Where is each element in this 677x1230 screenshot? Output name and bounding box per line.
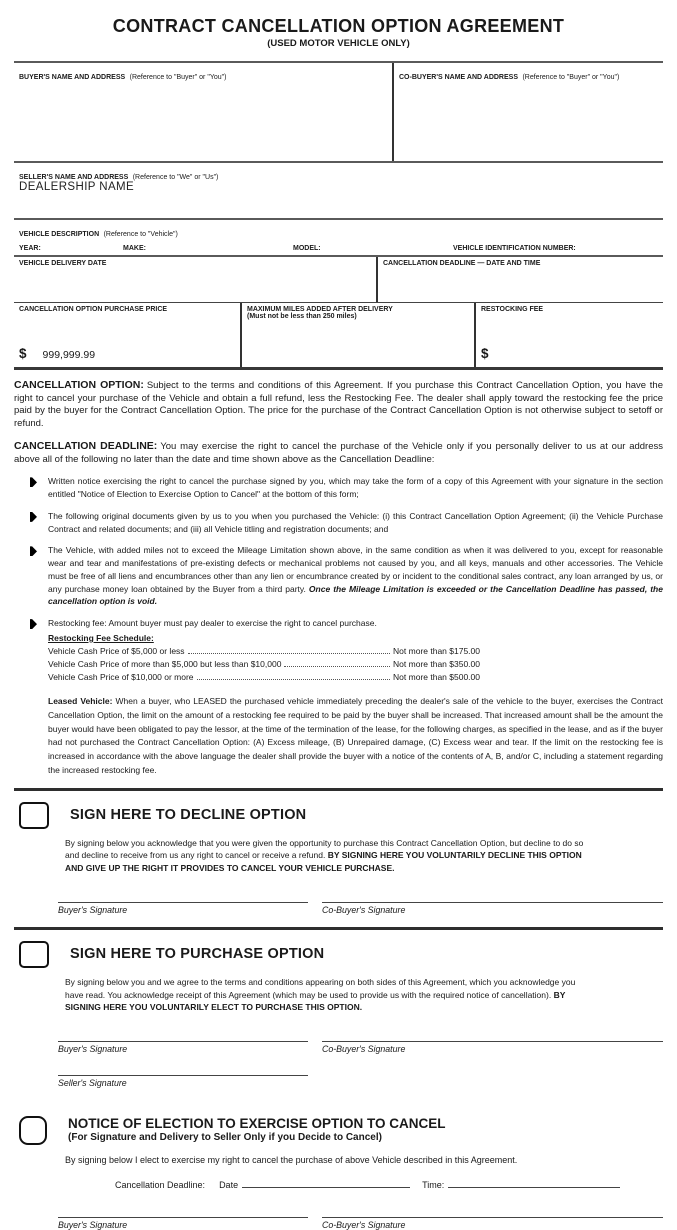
seller-row [14, 161, 663, 218]
delivery-date-cell [14, 257, 376, 302]
cancellation-deadline-body: You may exercise the right to cancel the purchase of the Vehicle only if you personally deliver to us at our address above all of the following no later than the date and time shown above as the Cancellation Deadline: [14, 440, 663, 465]
cobuyer-name-address-field[interactable] [399, 84, 658, 158]
bullet-text: The following original documents given by us to you when you purchased the Vehicle: (i) this Contract Cancellation Option Agreement; (ii) the Vehicle Purchase Contract and related documents; and (iii) all Vehicle titling and registration documents; and [48, 510, 663, 534]
cancellation-option-paragraph [14, 378, 663, 431]
purchase-section-title: SIGN HERE TO PURCHASE OPTION [70, 946, 325, 963]
buyer-signature-line[interactable]: Buyer's Signature [58, 902, 308, 915]
decline-section-title: SIGN HERE TO DECLINE OPTION [70, 807, 307, 824]
delivery-date-field[interactable] [19, 267, 371, 299]
buyer-cell [14, 63, 392, 161]
schedule-row [48, 645, 480, 658]
max-miles-field[interactable] [247, 320, 469, 364]
option-price-cell [14, 303, 240, 367]
delivery-date-label: VEHICLE DELIVERY DATE [19, 260, 107, 267]
purchase-signature-row [58, 1041, 663, 1054]
notice-section-body: By signing below I elect to exercise my right to cancel the purchase of above Vehicle described in this Agreement. [65, 1155, 518, 1166]
buyer-signature-line[interactable]: Buyer's Signature [58, 1217, 308, 1230]
purchase-section-body [65, 976, 589, 1014]
vin-field[interactable]: VEHICLE IDENTIFICATION NUMBER: [453, 245, 576, 252]
seller-note: (Reference to "We" or "Us") [132, 174, 219, 181]
time-input-line[interactable] [448, 1177, 620, 1188]
flag-bullet-icon [30, 546, 37, 556]
page-title: CONTRACT CANCELLATION OPTION AGREEMENT [112, 16, 565, 36]
purchase-section-header [14, 941, 663, 968]
date-input-line[interactable] [242, 1177, 410, 1188]
leased-vehicle-body: When a buyer, who LEASED the purchased vehicle immediately preceding the dealer's sale of the vehicle to the buyer, exercises the Contract Cancellation Option, the limit on the amount of a restocking fee required to be paid by the buyer shall be increased. That increased amount shall be the amount the buyer would have been obligated to pay the lessor, at the time of the termination of the lease, for the following charges, as specified in the lease, and as if the buyer had not purchased the Contract Cancellation Option: (A) Excess mileage, (B) Unrepaired damage, (C) Excess wear and tear. If the limit on the restocking fee is increased in accordance with the above language the dealer shall provide the buyer with a notice of the contents of A, B, and/or C, including a statement regarding the increased restocking fee. [48, 696, 663, 775]
cobuyer-note: (Reference to "Buyer" or "You") [522, 74, 620, 81]
bullet-item [14, 617, 663, 630]
notice-section-subtitle: (For Signature and Delivery to Seller Only if you Decide to Cancel) [68, 1132, 382, 1144]
schedule-item: Vehicle Cash Price of more than $5,000 but less than $10,000 [48, 658, 282, 669]
notice-titles [68, 1116, 446, 1143]
notice-signature-row [58, 1217, 663, 1230]
decline-section-header [14, 802, 663, 829]
notice-of-election-section [14, 1116, 663, 1230]
flag-bullet-icon [30, 512, 37, 522]
schedule-item: Vehicle Cash Price of $10,000 or more [48, 671, 194, 682]
buyer-label-line [19, 66, 387, 84]
option-price-value[interactable]: 999,999.99 [42, 349, 96, 361]
year-field[interactable]: YEAR: [19, 245, 41, 252]
seller-label: SELLER'S NAME AND ADDRESS [19, 174, 129, 181]
dotted-leader [197, 679, 391, 680]
notice-deadline-row [115, 1177, 663, 1190]
dotted-leader [188, 653, 390, 654]
cobuyer-signature-line[interactable]: Co-Buyer's Signature [322, 902, 663, 915]
notice-section-title: NOTICE OF ELECTION TO EXERCISE OPTION TO CANCEL [68, 1116, 446, 1132]
vehicle-description-note: (Reference to "Vehicle") [103, 231, 178, 238]
bullet-item [14, 475, 663, 501]
restocking-fee-cell [474, 303, 663, 367]
restocking-fee-schedule [48, 632, 480, 684]
decline-body-regular: By signing below you acknowledge that you were given the opportunity to purchase this Contract Cancellation Option, but decline to do so and decline to receive from us any right to cancel or receive a refund. [65, 837, 584, 861]
schedule-row [48, 658, 480, 671]
decline-option-checkbox[interactable] [19, 802, 49, 829]
option-price-value-line [19, 346, 235, 361]
purchase-body-bold: BY SIGNING HERE YOU VOLUNTARILY ELECT TO PURCHASE THIS OPTION. [65, 989, 566, 1013]
vehicle-label-line [19, 223, 658, 241]
vehicle-fields-row [19, 245, 658, 252]
buyer-label: BUYER'S NAME AND ADDRESS [19, 74, 126, 81]
cancellation-deadline-field[interactable] [383, 267, 658, 299]
decline-signature-row [58, 902, 663, 915]
delivery-row [14, 255, 663, 302]
schedule-title: Restocking Fee Schedule: [48, 632, 154, 643]
cancellation-deadline-heading: CANCELLATION DEADLINE: [14, 439, 158, 452]
leased-vehicle-paragraph [48, 695, 663, 778]
purchase-option-checkbox[interactable] [19, 941, 49, 968]
bullet-item [14, 544, 663, 608]
cobuyer-label: CO-BUYER'S NAME AND ADDRESS [399, 74, 518, 81]
seller-signature-row [58, 1075, 308, 1088]
cancellation-option-heading: CANCELLATION OPTION: [14, 379, 144, 391]
schedule-row [48, 671, 480, 684]
cobuyer-cell [392, 63, 663, 161]
decline-option-section [14, 791, 663, 917]
vehicle-description-row [14, 218, 663, 255]
schedule-fee: Not more than $350.00 [393, 658, 480, 669]
buyer-name-address-field[interactable] [19, 84, 387, 158]
cancellation-deadline-paragraph [14, 439, 663, 466]
page-subtitle: (USED MOTOR VEHICLE ONLY) [267, 38, 410, 49]
dollar-sign: $ [19, 346, 27, 361]
dollar-sign: $ [481, 346, 489, 361]
cobuyer-label-line [399, 66, 658, 84]
bullet-text-emphasis: Once the Mileage Limitation is exceeded or the Cancellation Deadline has passed, the cancellation option is void. [48, 583, 663, 607]
bullet-text [48, 544, 663, 608]
dotted-leader [284, 666, 390, 667]
leased-vehicle-heading: Leased Vehicle: [48, 696, 113, 707]
notice-election-checkbox[interactable] [19, 1116, 47, 1145]
purchase-option-section [14, 930, 663, 1090]
restocking-fee-value-line [481, 346, 658, 361]
max-miles-label: MAXIMUM MILES ADDED AFTER DELIVERY [247, 306, 393, 313]
decline-section-body [65, 837, 589, 875]
flag-bullet-icon [30, 477, 37, 487]
schedule-item: Vehicle Cash Price of $5,000 or less [48, 645, 185, 656]
max-miles-cell [240, 303, 474, 367]
pricing-row [14, 302, 663, 370]
cobuyer-signature-line[interactable]: Co-Buyer's Signature [322, 1041, 663, 1054]
bullet-text: Written notice exercising the right to cancel the purchase signed by you, which may take the form of a copy of this Agreement with your signature in the section entitled "Notice of Election to Exercise Option to Cancel" at the bottom of this form; [48, 476, 663, 500]
purchase-body-regular: By signing below you and we agree to the terms and conditions appearing on both sides of this Agreement, which you acknowledge you have read. You acknowledge receipt of this Agreement (which may be used to provide us with the required notice of cancellation). [65, 976, 576, 1000]
flag-bullet-icon [30, 619, 37, 629]
schedule-fee: Not more than $175.00 [393, 645, 480, 656]
cobuyer-signature-line[interactable]: Co-Buyer's Signature [322, 1217, 663, 1230]
cancellation-option-body: Subject to the terms and conditions of this Agreement. If you purchase this Contract Cancellation Option, you have the right to cancel your purchase of the Vehicle and obtain a full refund, less the Restocking Fee. The dealer shall apply toward the restocking fee the price paid by the buyer for the Contract Cancellation Option. The price for the purchase of the Contract Cancellation Option is not otherwise subject to setoff or refund. [14, 380, 663, 430]
time-label: Time: [422, 1180, 445, 1191]
max-miles-note: (Must not be less than 250 miles) [247, 313, 357, 320]
notice-deadline-label: Cancellation Deadline: [115, 1180, 206, 1191]
model-field[interactable]: MODEL: [293, 245, 321, 252]
seller-name-address-field[interactable]: DEALERSHIP NAME [19, 181, 135, 193]
date-label: Date [219, 1180, 239, 1191]
schedule-fee: Not more than $500.00 [393, 671, 480, 682]
cancellation-deadline-label: CANCELLATION DEADLINE — DATE AND TIME [383, 260, 541, 267]
make-field[interactable]: MAKE: [123, 245, 146, 252]
seller-signature-line[interactable]: Seller's Signature [58, 1075, 308, 1088]
cancellation-deadline-cell [376, 257, 663, 302]
parties-row [14, 61, 663, 161]
buyer-signature-line[interactable]: Buyer's Signature [58, 1041, 308, 1054]
bullet-text-regular: The Vehicle, with added miles not to exceed the Mileage Limitation shown above, in the same condition as when it was delivered to you, except for reasonable wear and tear and manifestations of pre-existing defects or mechanical problems not caused by you, and all keys, manuals and other accessories. The Vehicle must be free of all liens and encumbrances other than any lien or encumbrance created by or incident to the conditional sales contract, any loan arranged by us, or any purchase money loan obtained by the Buyer from a third party. [48, 545, 663, 594]
bullet-item [14, 510, 663, 536]
buyer-note: (Reference to "Buyer" or "You") [129, 74, 227, 81]
restocking-fee-label: RESTOCKING FEE [481, 306, 544, 313]
option-price-label: CANCELLATION OPTION PURCHASE PRICE [19, 306, 168, 313]
bullet-text: Restocking fee: Amount buyer must pay dealer to exercise the right to cancel purchase. [48, 618, 377, 629]
vehicle-description-label: VEHICLE DESCRIPTION [19, 231, 100, 238]
decline-body-bold: BY SIGNING HERE YOU VOLUNTARILY DECLINE THIS OPTION AND GIVE UP THE RIGHT IT PROVIDES TO CANCEL YOUR VEHICLE PURCHASE. [65, 850, 582, 874]
notice-section-header [14, 1116, 663, 1145]
